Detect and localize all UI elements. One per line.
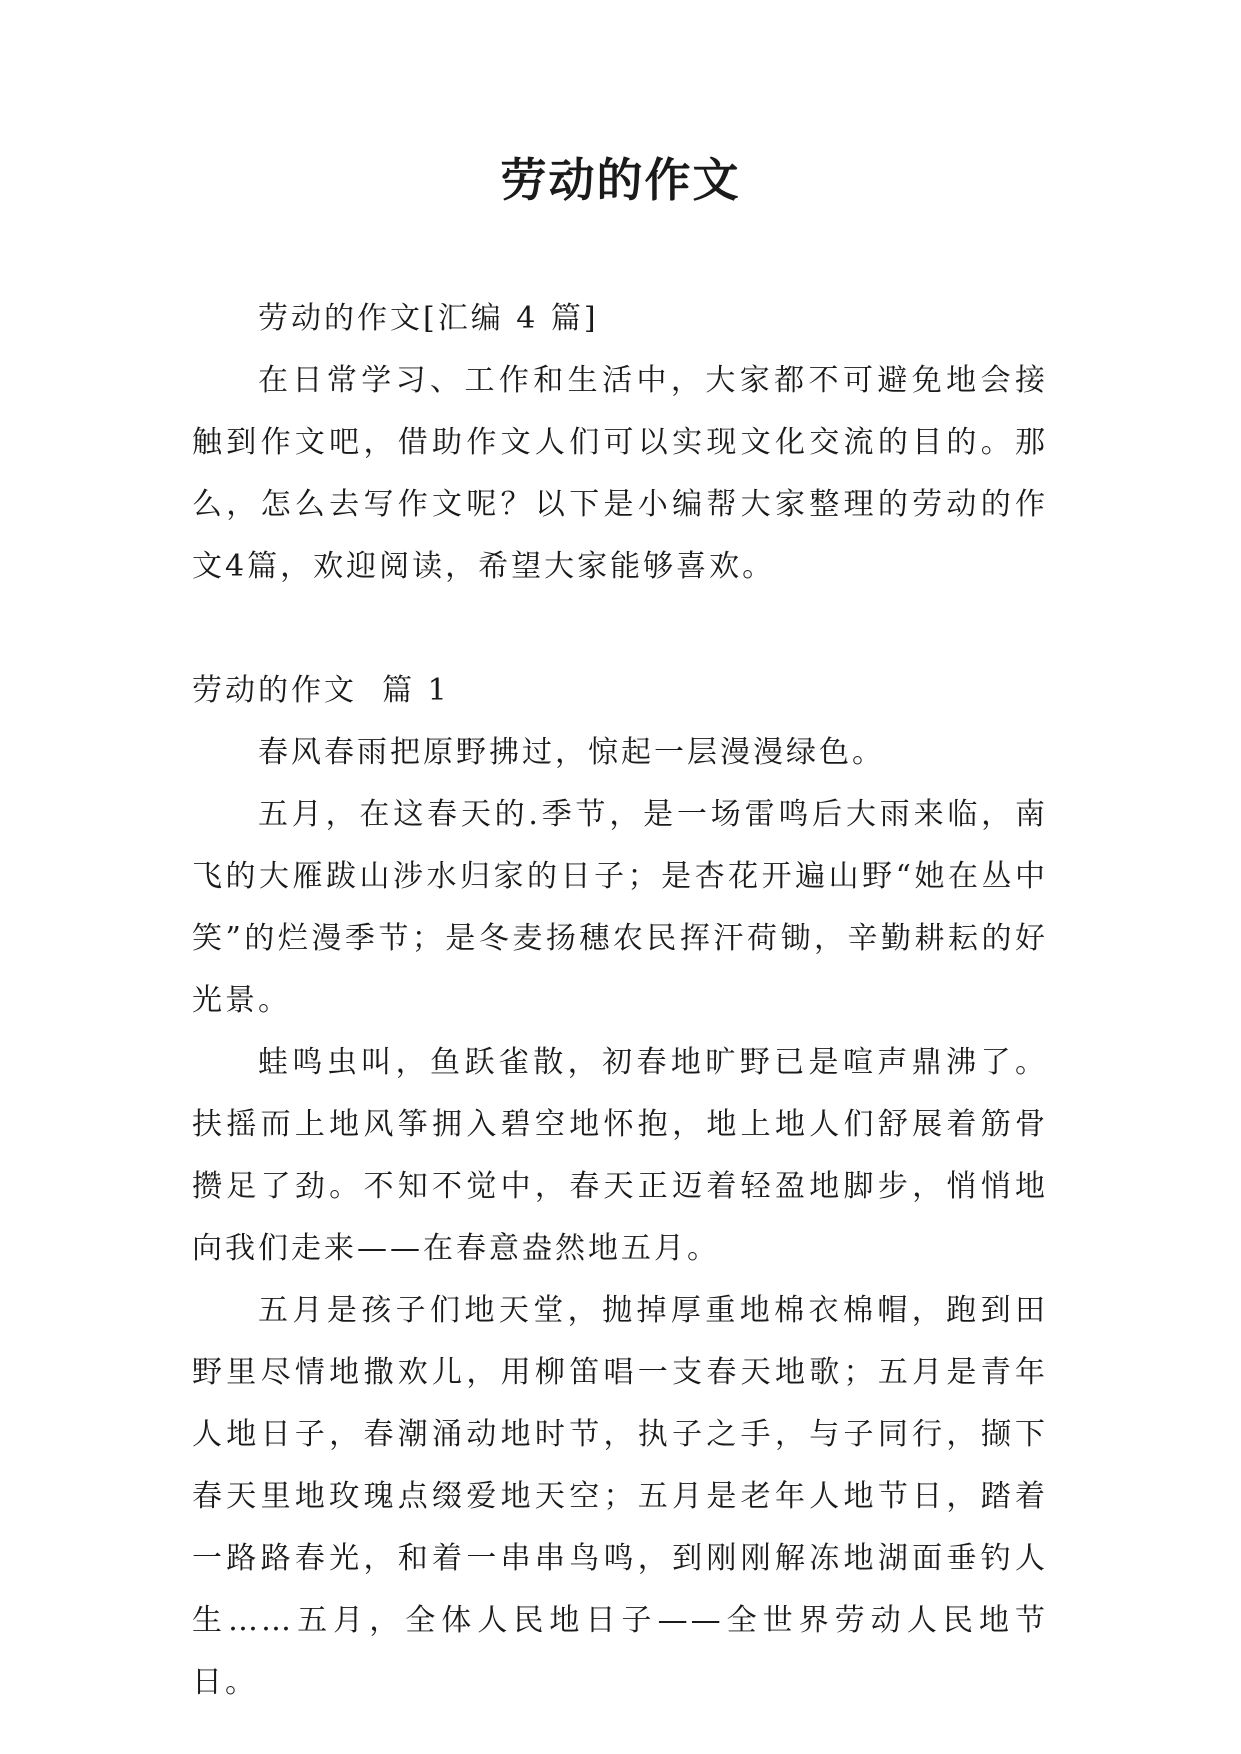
intro-paragraph: 在日常学习、工作和生活中，大家都不可避免地会接触到作文吧，借助作文人们可以实现文化交流的目的。那么，怎么去写作文呢？以下是小编帮大家整理的劳动的作文4篇，欢迎阅读，希望大家能够喜欢。 (192, 363, 1048, 584)
body-paragraph: 蛙鸣虫叫，鱼跃雀散，初春地旷野已是喧声鼎沸了。扶摇而上地风筝拥入碧空地怀抱，地上地人们舒展着筋骨攒足了劲。不知不觉中，春天正迈着轻盈地脚步，悄悄地向我们走来——在春意盎然地五月。 (192, 1045, 1048, 1266)
document-body (192, 288, 1048, 1714)
body-paragraph: 五月，在这春天的.季节，是一场雷鸣后大雨来临，南飞的大雁跋山涉水归家的日子；是杏花开遍山野“她在丛中笑”的烂漫季节；是冬麦扬穗农民挥汗荷锄，辛勤耕耘的好光景。 (192, 797, 1048, 1018)
section-heading: 劳动的作文 篇 1 (192, 673, 450, 708)
document-title: 劳动的作文 (500, 153, 741, 207)
section-spacer (192, 598, 1048, 660)
document-subtitle: 劳动的作文[汇编 4 篇] (258, 301, 599, 336)
body-paragraph: 五月是孩子们地天堂，抛掉厚重地棉衣棉帽，跑到田野里尽情地撒欢儿，用柳笛唱一支春天地歌；五月是青年人地日子，春潮涌动地时节，执子之手，与子同行，撷下春天里地玫瑰点缀爱地天空；五月是老年人地节日，踏着一路路春光，和着一串串鸟鸣，到刚刚解冻地湖面垂钓人生……五月，全体人民地日子——全世界劳动人民地节日。 (192, 1293, 1048, 1700)
body-paragraph: 春风春雨把原野拂过，惊起一层漫漫绿色。 (258, 735, 885, 770)
